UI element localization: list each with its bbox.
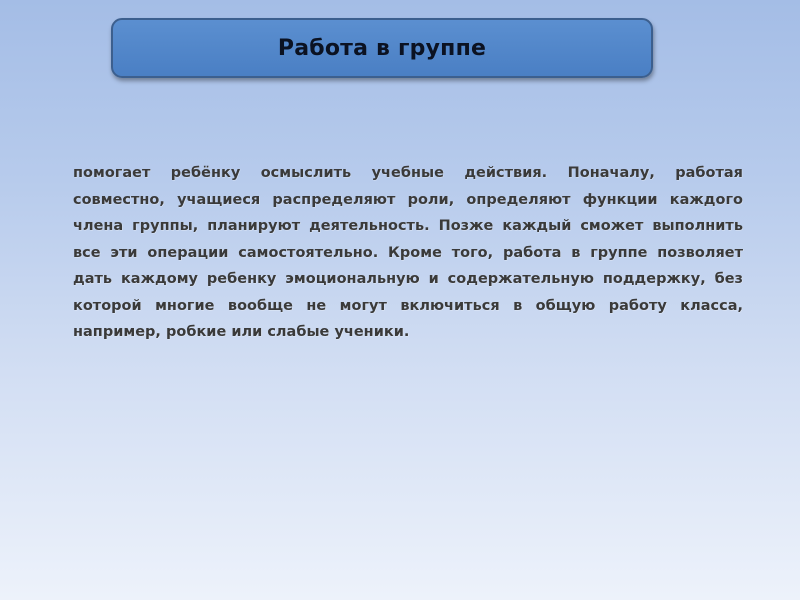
title-banner [111,18,653,78]
slide-title: Работа в группе [277,35,487,61]
slide-body-text: помогает ребёнку осмыслить учебные действия. Поначалу, работая совместно, учащиеся распределяют роли, определяют функции каждого члена группы, планируют деятельность. Позже каждый сможет выполнить все эти операции самостоятельно. Кроме того, работа в группе позволяет дать каждому ребенку эмоциональную и содержательную поддержку, без которой многие вообще не могут включиться в общую работу класса, например, робкие или слабые ученики. [73,165,743,340]
